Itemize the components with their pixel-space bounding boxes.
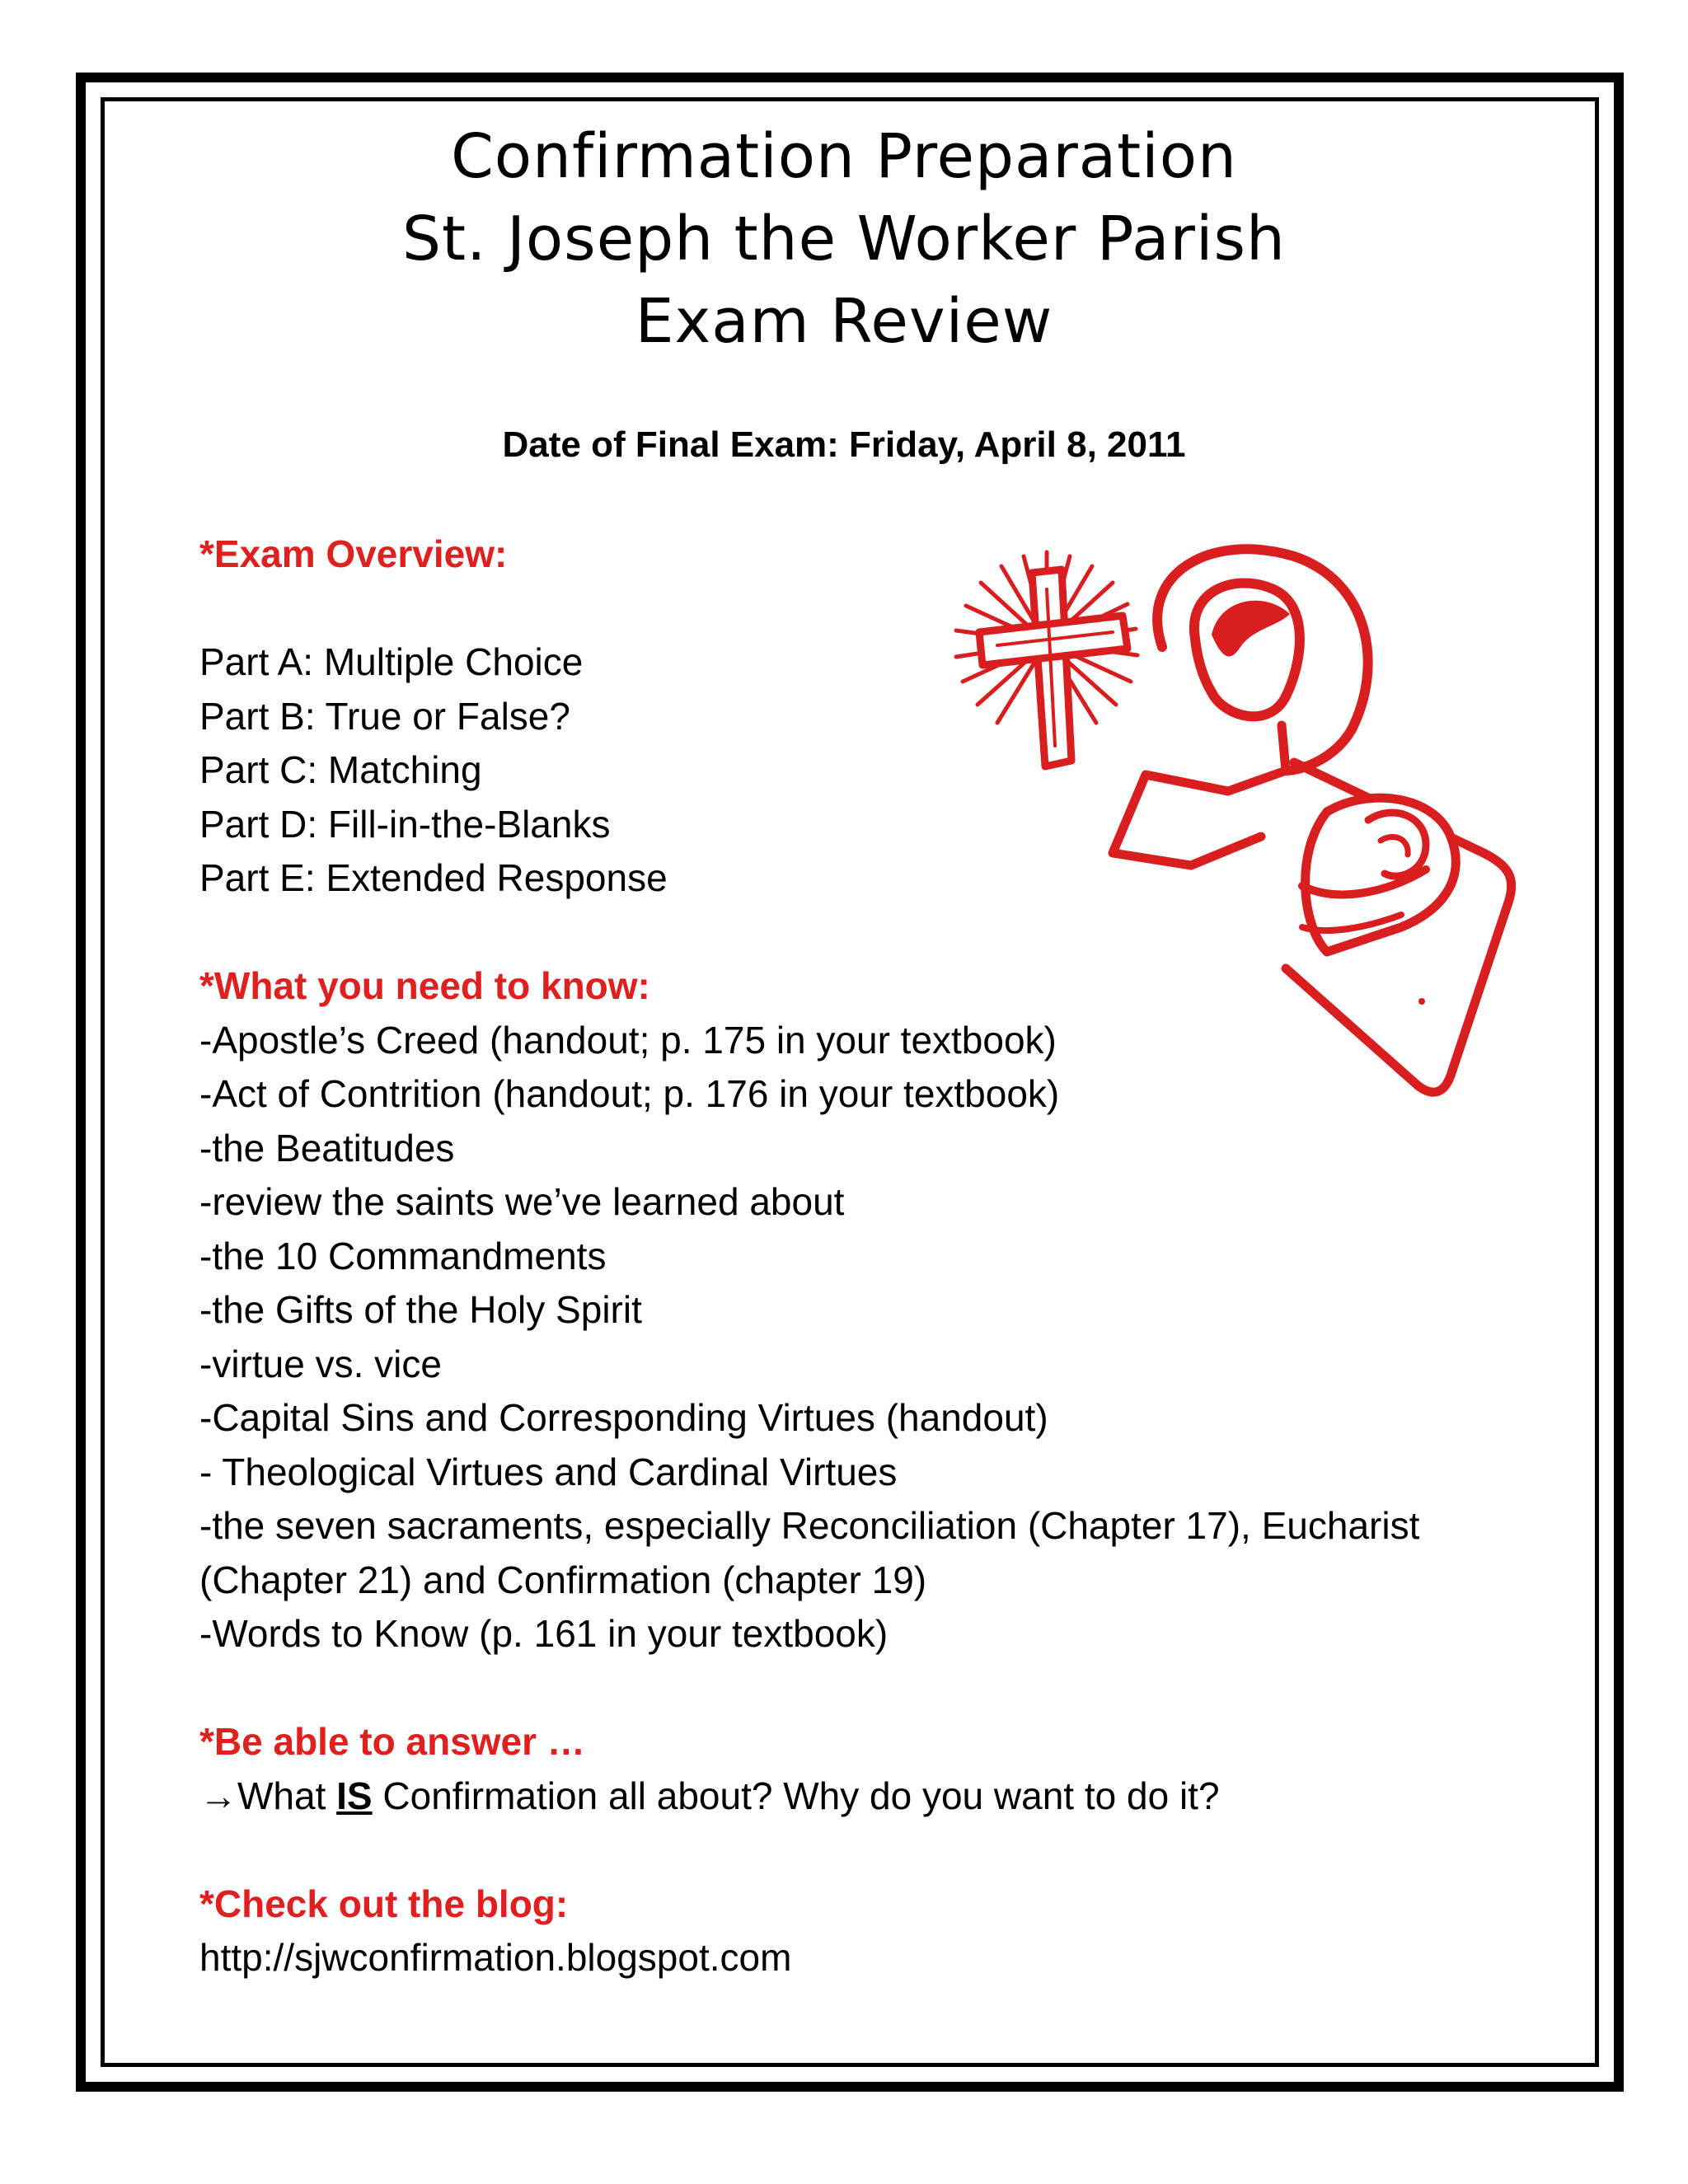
overview-part: Part B: True or False? — [199, 694, 570, 738]
answer-suffix: Confirmation all about? Why do you want to do it? — [372, 1774, 1220, 1817]
know-item: -the Gifts of the Holy Spirit — [199, 1288, 642, 1331]
know-item: -the Beatitudes — [199, 1126, 455, 1169]
spacer — [199, 906, 1535, 960]
answer-question — [199, 1769, 1535, 1824]
spacer — [199, 582, 1535, 636]
know-item: -the seven sacraments, especially Reconciliation (Chapter 17), Eucharist (Chapter 21) and Confirmation (chapter 19) — [199, 1504, 1420, 1601]
overview-part: Part A: Multiple Choice — [199, 640, 584, 683]
answer-emphasis: IS — [336, 1774, 373, 1817]
know-item: -Apostle’s Creed (handout; p. 175 in your textbook) — [199, 1018, 1057, 1062]
exam-content — [199, 527, 1535, 1985]
spacer — [199, 1661, 1535, 1716]
answer-prefix: What — [237, 1774, 337, 1817]
overview-part: Part C: Matching — [199, 748, 482, 791]
title-line-1: Confirmation Preparation — [451, 121, 1237, 192]
overview-heading: *Exam Overview: — [199, 532, 508, 575]
know-item: -virtue vs. vice — [199, 1342, 442, 1385]
blog-heading: *Check out the blog: — [199, 1882, 569, 1925]
overview-part: Part E: Extended Response — [199, 856, 668, 899]
title-line-2: St. Joseph the Worker Parish — [402, 204, 1286, 274]
exam-date: Date of Final Exam: Friday, April 8, 2011 — [502, 424, 1186, 465]
know-item: -review the saints we’ve learned about — [199, 1180, 845, 1223]
know-item: -Act of Contrition (handout; p. 176 in your textbook) — [199, 1072, 1060, 1115]
know-item: -Capital Sins and Corresponding Virtues (handout) — [199, 1396, 1048, 1439]
know-item: - Theological Virtues and Cardinal Virtues — [199, 1450, 898, 1493]
arrow-right-icon: → — [199, 1774, 237, 1817]
blog-url: http://sjwconfirmation.blogspot.com — [199, 1936, 792, 1979]
overview-part: Part D: Fill-in-the-Blanks — [199, 802, 611, 846]
know-heading: *What you need to know: — [199, 964, 650, 1007]
know-item: -Words to Know (p. 161 in your textbook) — [199, 1612, 889, 1655]
answer-heading: *Be able to answer … — [199, 1720, 585, 1763]
title-line-3: Exam Review — [635, 286, 1053, 357]
page-title — [0, 115, 1688, 363]
spacer — [199, 1823, 1535, 1877]
know-item: -the 10 Commandments — [199, 1234, 607, 1277]
